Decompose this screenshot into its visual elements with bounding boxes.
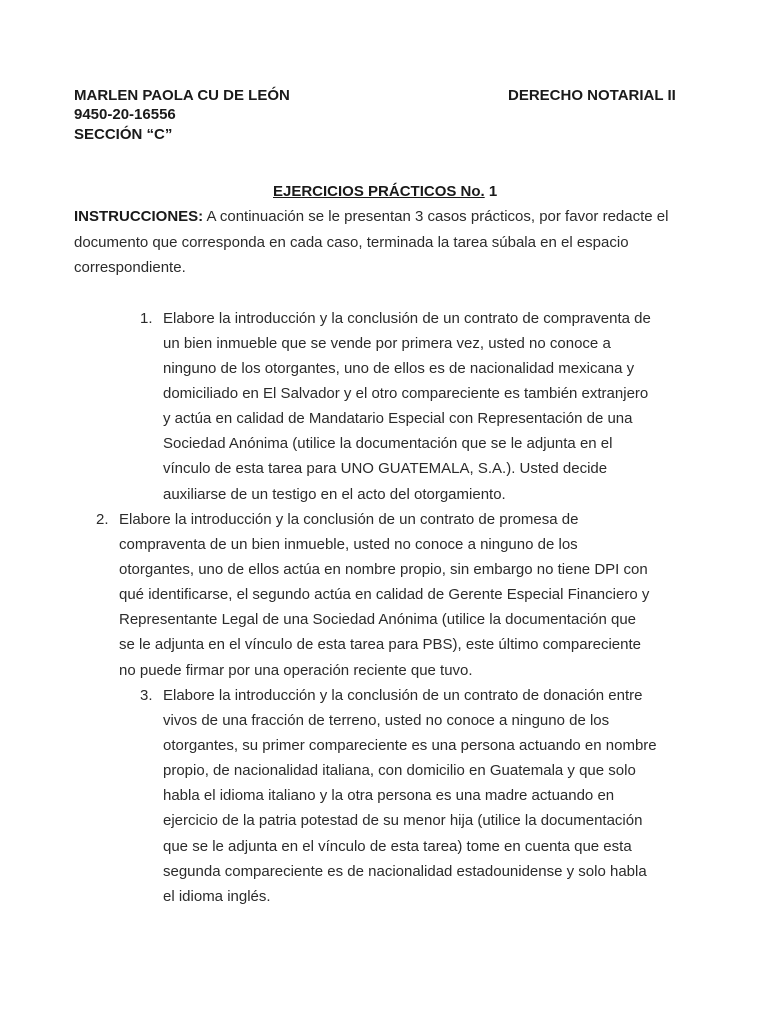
item-1-line: Sociedad Anónima (utilice la documentación que se le adjunta en el [163,435,613,452]
item-2-line: otorgantes, uno de ellos actúa en nombre propio, sin embargo no tiene DPI con [119,561,648,578]
item-1-line: auxiliarse de un testigo en el acto del otorgamiento. [163,486,506,503]
item-1-line: un bien inmueble que se vende por primera vez, usted no conoce a [163,335,611,352]
item-1-line: domiciliado en El Salvador y el otro compareciente es también extranjero [163,385,649,402]
instructions-text: A continuación se le presentan 3 casos prácticos, por favor redacte el [203,208,669,225]
item-1-line: vínculo de esta tarea para UNO GUATEMALA, S.A.). Usted decide [163,460,608,477]
student-id: 9450-20-16556 [74,106,176,123]
instructions-line-3: correspondiente. [74,259,186,276]
student-name: MARLEN PAOLA CU DE LEÓN [74,87,290,104]
item-3-line: vivos de una fracción de terreno, usted no conoce a ninguno de los [163,712,610,729]
item-3-line: el idioma inglés. [163,888,271,905]
item-3-line: que se le adjunta en el vínculo de esta tarea) tome en cuenta que esta [163,838,632,855]
item-1-line: ninguno de los otorgantes, uno de ellos es de nacionalidad mexicana y [163,360,635,377]
item-3-line: Elabore la introducción y la conclusión de un contrato de donación entre [163,687,643,704]
item-3-line: otorgantes, su primer compareciente es una persona actuando en nombre [163,737,657,754]
title-underlined: EJERCICIOS PRÁCTICOS No. [273,183,485,200]
instructions-line-2: documento que corresponda en cada caso, terminada la tarea súbala en el espacio [74,234,629,251]
course-name: DERECHO NOTARIAL II [508,87,676,104]
item-2-line: Elabore la introducción y la conclusión de un contrato de promesa de [119,511,579,528]
item-3-line: habla el idioma italiano y la otra persona es una madre actuando en [163,787,615,804]
instructions-label: INSTRUCCIONES: [74,208,204,225]
item-2-number: 2. [96,511,109,528]
instructions-line-1 [74,208,668,226]
title-number: 1 [484,183,498,200]
item-2-line: compraventa de un bien inmueble, usted no conoce a ninguno de los [119,536,578,553]
item-2-line: se le adjunta en el vínculo de esta tarea para PBS), este último compareciente [119,636,641,653]
item-2-line: qué identificarse, el segundo actúa en calidad de Gerente Especial Financiero y [119,586,650,603]
item-2-line: Representante Legal de una Sociedad Anónima (utilice la documentación que [119,611,637,628]
item-1-line: y actúa en calidad de Mandatario Especial con Representación de una [163,410,633,427]
item-2-line: no puede firmar por una operación reciente que tuvo. [119,662,473,679]
item-3-line: segunda compareciente es de nacionalidad estadounidense y solo habla [163,863,647,880]
document-title [273,183,497,201]
item-3-line: propio, de nacionalidad italiana, con domicilio en Guatemala y que solo [163,762,636,779]
item-3-number: 3. [140,687,153,704]
section-label: SECCIÓN “C” [74,126,173,143]
item-1-line: Elabore la introducción y la conclusión de un contrato de compraventa de [163,310,651,327]
item-3-line: ejercicio de la patria potestad de su menor hija (utilice la documentación [163,812,643,829]
item-1-number: 1. [140,310,153,327]
